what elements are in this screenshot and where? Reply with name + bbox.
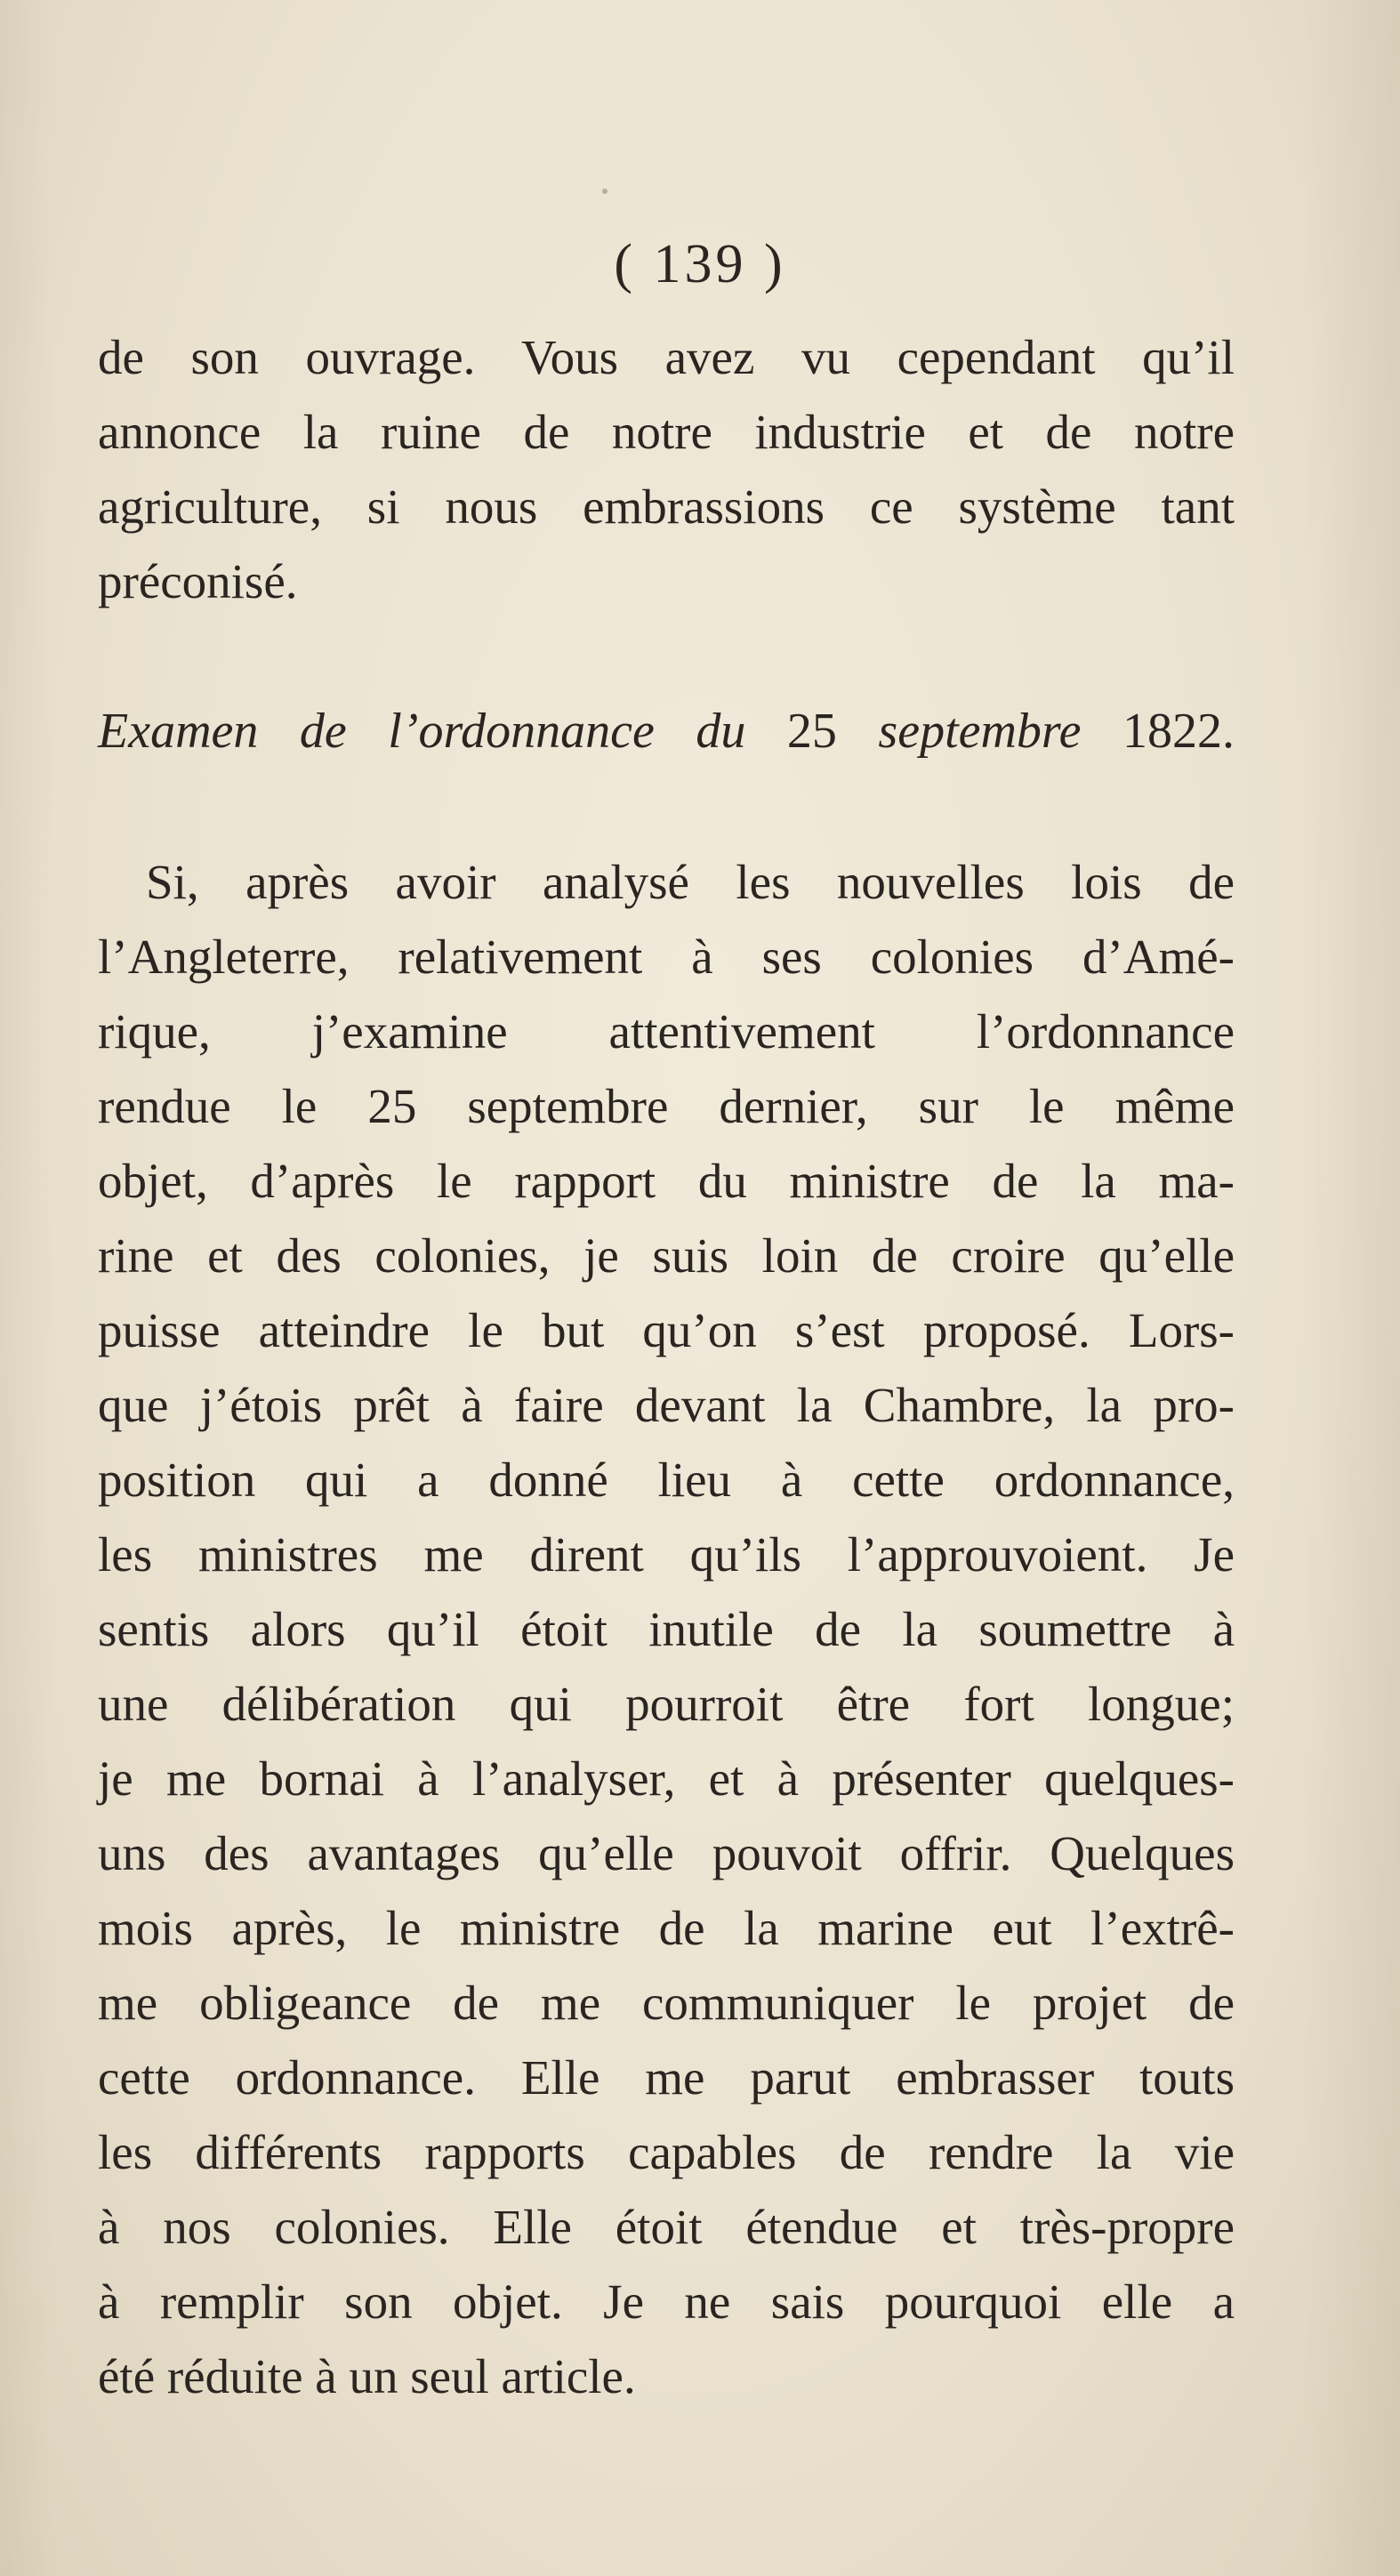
text-line: de son ouvrage. Vous avez vu cependant qu’il xyxy=(98,330,1235,384)
text-line: position qui a donné lieu à cette ordonnance, xyxy=(98,1453,1235,1507)
paper-speck xyxy=(602,189,607,194)
text-line: objet, d’après le rapport du ministre de la ma- xyxy=(98,1154,1235,1208)
text-line: agriculture, si nous embrassions ce système tant xyxy=(98,479,1235,534)
heading-year: 1822. xyxy=(1122,704,1235,759)
text-line: à nos colonies. Elle étoit étendue et très-propre xyxy=(98,2200,1235,2254)
text-line: que j’étois prêt à faire devant la Chambre, la pro- xyxy=(98,1378,1235,1432)
text-line: uns des avantages qu’elle pouvoit offrir. Quelques xyxy=(98,1826,1235,1880)
text-line: puisse atteindre le but qu’on s’est proposé. Lors- xyxy=(98,1303,1235,1357)
text-line: rique, j’examine attentivement l’ordonnance xyxy=(98,1004,1235,1059)
text-line: les différents rapports capables de rendre la vie xyxy=(98,2125,1235,2179)
body-paragraph xyxy=(98,845,1235,2414)
text-line: cette ordonnance. Elle me parut embrasser touts xyxy=(98,2050,1235,2105)
text-line: annonce la ruine de notre industrie et de notre xyxy=(98,405,1235,459)
text-line: une délibération qui pourroit être fort longue; xyxy=(98,1677,1235,1731)
text-line: rendue le 25 septembre dernier, sur le même xyxy=(98,1079,1235,1133)
section-heading xyxy=(98,694,1235,769)
text-line: Si, après avoir analysé les nouvelles lois de xyxy=(146,855,1235,909)
heading-day: 25 xyxy=(786,704,837,759)
page-fold-shadow xyxy=(1302,0,1400,2576)
text-line: mois après, le ministre de la marine eut l’extrê- xyxy=(98,1901,1235,1955)
page-edge-shadow xyxy=(0,0,53,2576)
heading-italic-text: Examen de l’ordonnance du xyxy=(98,704,746,759)
intro-paragraph xyxy=(98,320,1235,619)
text-line: à remplir son objet. Je ne sais pourquoi elle a xyxy=(98,2274,1235,2329)
heading-month: septembre xyxy=(878,704,1082,759)
text-line: été réduite à un seul article. xyxy=(98,2349,636,2403)
text-line: me obligeance de me communiquer le projet de xyxy=(98,1976,1235,2030)
page-number-header: ( 139 ) xyxy=(614,234,786,294)
text-line: sentis alors qu’il étoit inutile de la soumettre à xyxy=(98,1602,1235,1656)
text-line: je me bornai à l’analyser, et à présenter quelques- xyxy=(98,1751,1235,1806)
text-line: les ministres me dirent qu’ils l’approuvoient. Je xyxy=(98,1527,1235,1582)
text-line: préconisé. xyxy=(98,554,298,608)
text-line: rine et des colonies, je suis loin de croire qu’elle xyxy=(98,1228,1235,1283)
text-line: l’Angleterre, relativement à ses colonies d’Amé- xyxy=(98,930,1235,984)
